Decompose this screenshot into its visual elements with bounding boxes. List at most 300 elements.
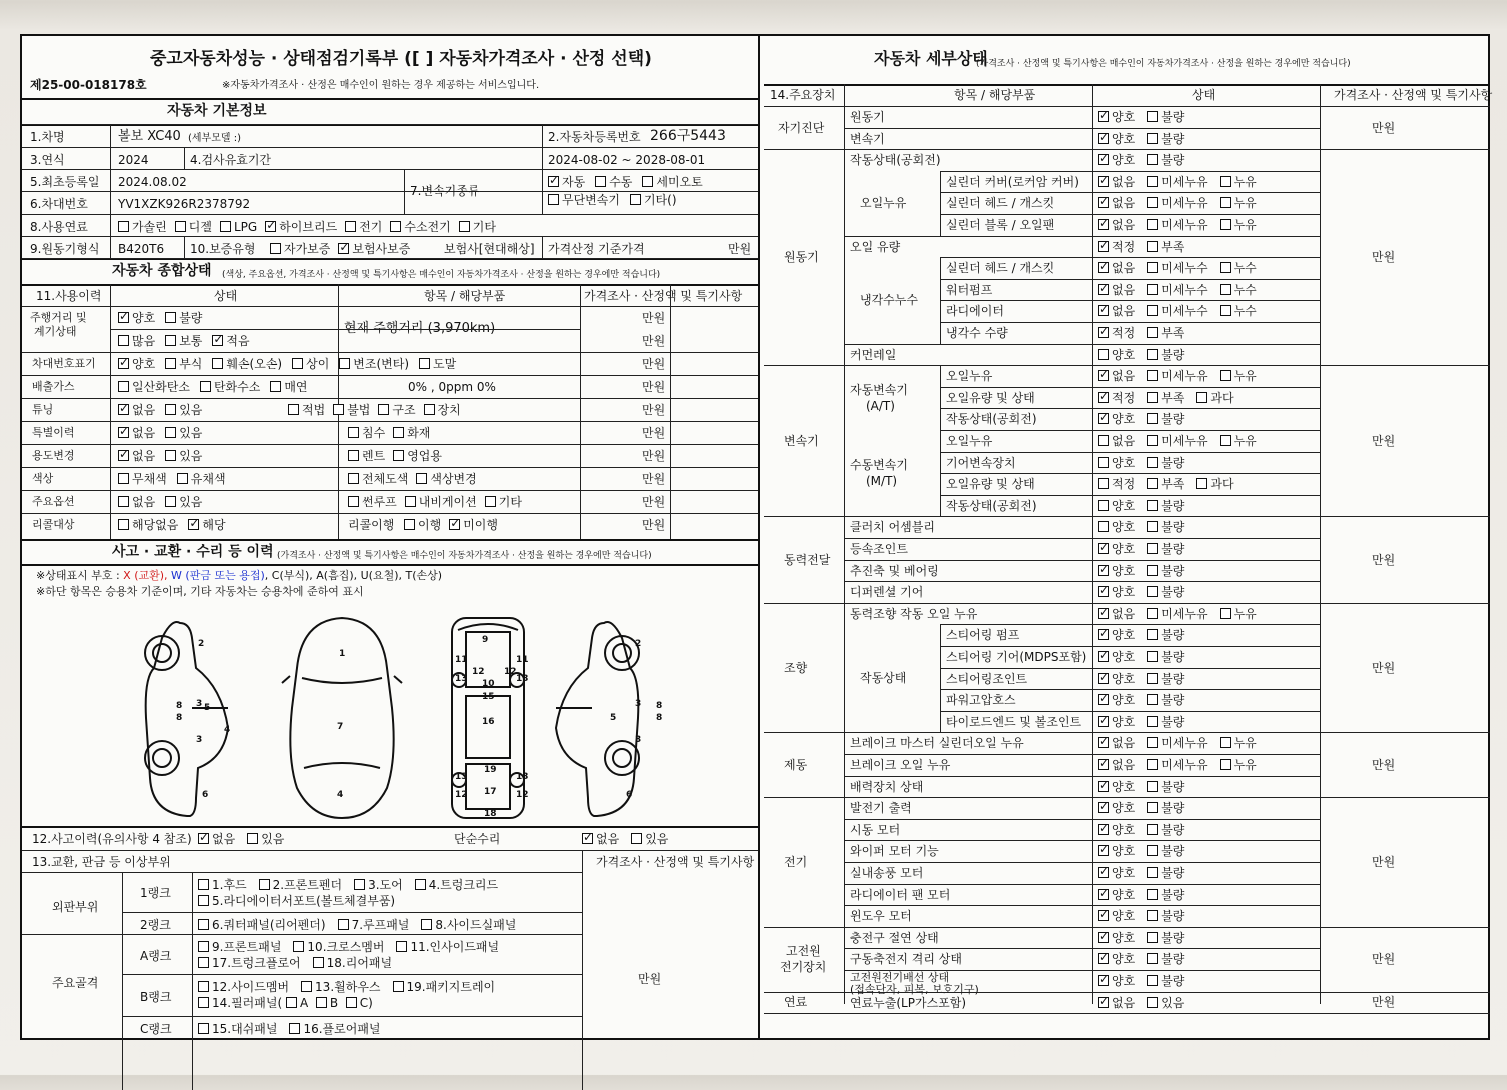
checkbox-option[interactable] (1098, 996, 1135, 1010)
checkbox-option[interactable] (1147, 520, 1184, 534)
checkbox-option[interactable] (1098, 499, 1135, 513)
checkbox[interactable] (301, 981, 312, 992)
checkbox-option[interactable] (188, 518, 225, 532)
checkbox-option[interactable] (165, 357, 202, 371)
checkbox-option[interactable] (118, 403, 155, 417)
checkbox-option[interactable] (393, 980, 496, 994)
checkbox[interactable] (1147, 608, 1158, 619)
checkbox-option[interactable] (548, 193, 620, 207)
checkbox[interactable] (416, 473, 427, 484)
checkbox[interactable] (247, 833, 258, 844)
checkbox[interactable] (459, 221, 470, 232)
checkbox-option[interactable] (415, 878, 498, 892)
checkbox-option[interactable] (421, 918, 516, 932)
checkbox[interactable] (165, 335, 176, 346)
checkbox[interactable] (1098, 543, 1109, 554)
checkbox-option[interactable] (1098, 715, 1135, 729)
checkbox-option[interactable] (198, 894, 395, 908)
checkbox-option[interactable] (1220, 736, 1257, 750)
checkbox[interactable] (198, 833, 209, 844)
checkbox-option[interactable] (339, 357, 409, 371)
checkbox[interactable] (198, 879, 209, 890)
checkbox[interactable] (1098, 478, 1109, 489)
checkbox[interactable] (198, 1023, 209, 1034)
checkbox-option[interactable] (393, 449, 442, 463)
checkbox-option[interactable] (1147, 866, 1184, 880)
checkbox-option[interactable] (1098, 477, 1135, 491)
checkbox[interactable] (449, 519, 460, 530)
checkbox-option[interactable] (1098, 952, 1135, 966)
checkbox[interactable] (1098, 565, 1109, 576)
checkbox[interactable] (1147, 651, 1158, 662)
checkbox-option[interactable] (630, 193, 677, 207)
checkbox-option[interactable] (1098, 780, 1135, 794)
checkbox-option[interactable] (338, 918, 410, 932)
checkbox[interactable] (1147, 867, 1158, 878)
checkbox-option[interactable] (348, 495, 397, 509)
checkbox[interactable] (348, 496, 359, 507)
checkbox-option[interactable] (118, 472, 167, 486)
checkbox[interactable] (1147, 111, 1158, 122)
checkbox[interactable] (339, 358, 350, 369)
checkbox[interactable] (1147, 586, 1158, 597)
checkbox-option[interactable] (1147, 240, 1184, 254)
checkbox-option[interactable] (1147, 369, 1207, 383)
checkbox[interactable] (289, 1023, 300, 1034)
checkbox-option[interactable] (1147, 693, 1184, 707)
checkbox-option[interactable] (198, 832, 235, 846)
checkbox-option[interactable] (1147, 456, 1184, 470)
checkbox[interactable] (348, 427, 359, 438)
checkbox[interactable] (1098, 154, 1109, 165)
checkbox-option[interactable] (1220, 607, 1257, 621)
checkbox[interactable] (1147, 370, 1158, 381)
checkbox[interactable] (1098, 845, 1109, 856)
checkbox-option[interactable] (338, 242, 410, 256)
checkbox[interactable] (270, 381, 281, 392)
checkbox-option[interactable] (1098, 283, 1135, 297)
checkbox[interactable] (405, 496, 416, 507)
checkbox[interactable] (1147, 910, 1158, 921)
checkbox[interactable] (313, 957, 324, 968)
checkbox[interactable] (419, 358, 430, 369)
checkbox-option[interactable] (198, 940, 281, 954)
checkbox[interactable] (1147, 413, 1158, 424)
checkbox-option[interactable] (165, 495, 202, 509)
checkbox[interactable] (1098, 867, 1109, 878)
checkbox[interactable] (1098, 716, 1109, 727)
checkbox-option[interactable] (1147, 499, 1184, 513)
checkbox[interactable] (1147, 284, 1158, 295)
checkbox[interactable] (165, 404, 176, 415)
checkbox-option[interactable] (247, 832, 284, 846)
checkbox-option[interactable] (1098, 520, 1135, 534)
checkbox[interactable] (1098, 262, 1109, 273)
checkbox[interactable] (378, 404, 389, 415)
checkbox[interactable] (1098, 759, 1109, 770)
checkbox[interactable] (118, 519, 129, 530)
checkbox[interactable] (1098, 133, 1109, 144)
checkbox[interactable] (1098, 349, 1109, 360)
checkbox-option[interactable] (1220, 304, 1257, 318)
checkbox-option[interactable] (1098, 844, 1135, 858)
checkbox[interactable] (1147, 133, 1158, 144)
checkbox-option[interactable] (313, 956, 392, 970)
checkbox[interactable] (1147, 673, 1158, 684)
checkbox-option[interactable] (1098, 931, 1135, 945)
checkbox-option[interactable] (1098, 628, 1135, 642)
checkbox-option[interactable] (1147, 585, 1184, 599)
checkbox[interactable] (1147, 500, 1158, 511)
checkbox[interactable] (177, 473, 188, 484)
checkbox-option[interactable] (1147, 952, 1184, 966)
checkbox[interactable] (1147, 435, 1158, 446)
checkbox[interactable] (1147, 305, 1158, 316)
checkbox[interactable] (1098, 651, 1109, 662)
checkbox[interactable] (485, 496, 496, 507)
checkbox-option[interactable] (1098, 240, 1135, 254)
checkbox[interactable] (1098, 521, 1109, 532)
checkbox-option[interactable] (631, 832, 668, 846)
checkbox[interactable] (1098, 824, 1109, 835)
checkbox[interactable] (212, 335, 223, 346)
checkbox-option[interactable] (1147, 132, 1184, 146)
checkbox-option[interactable] (1220, 283, 1257, 297)
checkbox[interactable] (118, 404, 129, 415)
checkbox-option[interactable] (345, 220, 382, 234)
checkbox-option[interactable] (1098, 369, 1135, 383)
checkbox-option[interactable] (265, 220, 337, 234)
checkbox[interactable] (1147, 716, 1158, 727)
checkbox-option[interactable] (220, 220, 257, 234)
checkbox-option[interactable] (1098, 348, 1135, 362)
checkbox-option[interactable] (1147, 607, 1207, 621)
checkbox[interactable] (118, 221, 129, 232)
checkbox[interactable] (1147, 845, 1158, 856)
checkbox-option[interactable] (293, 940, 384, 954)
checkbox[interactable] (1098, 413, 1109, 424)
checkbox-option[interactable] (1147, 758, 1207, 772)
checkbox[interactable] (348, 473, 359, 484)
checkbox[interactable] (1147, 262, 1158, 273)
checkbox-option[interactable] (1098, 888, 1135, 902)
checkbox[interactable] (165, 450, 176, 461)
checkbox[interactable] (1220, 305, 1231, 316)
checkbox[interactable] (390, 221, 401, 232)
checkbox-option[interactable] (1147, 801, 1184, 815)
checkbox-option[interactable] (348, 449, 385, 463)
checkbox-option[interactable] (1147, 672, 1184, 686)
checkbox[interactable] (393, 427, 404, 438)
checkbox[interactable] (1098, 241, 1109, 252)
checkbox[interactable] (212, 358, 223, 369)
checkbox[interactable] (265, 221, 276, 232)
checkbox-option[interactable] (200, 380, 260, 394)
checkbox-option[interactable] (419, 357, 456, 371)
checkbox-option[interactable] (1147, 304, 1207, 318)
checkbox-option[interactable] (1098, 758, 1135, 772)
checkbox[interactable] (338, 243, 349, 254)
checkbox-option[interactable] (396, 940, 499, 954)
checkbox-option[interactable] (177, 472, 226, 486)
checkbox[interactable] (1098, 219, 1109, 230)
checkbox-option[interactable] (1098, 736, 1135, 750)
checkbox[interactable] (1147, 932, 1158, 943)
checkbox[interactable] (1098, 586, 1109, 597)
checkbox-option[interactable] (416, 472, 476, 486)
checkbox[interactable] (1220, 608, 1231, 619)
checkbox[interactable] (548, 176, 559, 187)
checkbox[interactable] (1220, 284, 1231, 295)
checkbox-option[interactable] (485, 495, 522, 509)
checkbox-option[interactable] (1147, 780, 1184, 794)
checkbox[interactable] (1098, 694, 1109, 705)
checkbox-option[interactable] (259, 878, 342, 892)
checkbox[interactable] (1147, 543, 1158, 554)
checkbox[interactable] (220, 221, 231, 232)
checkbox-option[interactable] (118, 449, 155, 463)
checkbox[interactable] (1147, 457, 1158, 468)
checkbox-option[interactable] (165, 334, 202, 348)
checkbox[interactable] (175, 221, 186, 232)
checkbox-option[interactable] (1220, 434, 1257, 448)
checkbox-option[interactable] (1147, 996, 1184, 1010)
checkbox-option[interactable] (1098, 866, 1135, 880)
checkbox[interactable] (1147, 694, 1158, 705)
checkbox-option[interactable] (354, 878, 403, 892)
checkbox-option[interactable] (1147, 650, 1184, 664)
checkbox-option[interactable] (1098, 412, 1135, 426)
checkbox-option[interactable] (1196, 477, 1233, 491)
checkbox[interactable] (548, 194, 559, 205)
checkbox-option[interactable] (1147, 974, 1184, 988)
checkbox-option[interactable] (118, 357, 155, 371)
checkbox-option[interactable] (198, 878, 247, 892)
checkbox-option[interactable] (288, 403, 325, 417)
checkbox-option[interactable] (1098, 823, 1135, 837)
checkbox-option[interactable] (1220, 758, 1257, 772)
checkbox[interactable] (1147, 327, 1158, 338)
checkbox-option[interactable] (118, 518, 178, 532)
checkbox[interactable] (118, 450, 129, 461)
checkbox[interactable] (1098, 975, 1109, 986)
checkbox[interactable] (292, 358, 303, 369)
checkbox[interactable] (1196, 478, 1207, 489)
checkbox[interactable] (1220, 435, 1231, 446)
checkbox-option[interactable] (175, 220, 212, 234)
checkbox-option[interactable] (1098, 693, 1135, 707)
checkbox-option[interactable] (378, 403, 415, 417)
checkbox-option[interactable] (595, 175, 632, 189)
checkbox[interactable] (1147, 737, 1158, 748)
checkbox-option[interactable] (165, 311, 202, 325)
checkbox-option[interactable] (642, 175, 702, 189)
checkbox[interactable] (630, 194, 641, 205)
checkbox-option[interactable] (1220, 261, 1257, 275)
checkbox-option[interactable] (348, 426, 385, 440)
checkbox-option[interactable] (198, 980, 289, 994)
checkbox[interactable] (288, 404, 299, 415)
checkbox-option[interactable] (1220, 218, 1257, 232)
checkbox-option[interactable] (1098, 672, 1135, 686)
checkbox[interactable] (396, 941, 407, 952)
checkbox-option[interactable] (1147, 628, 1184, 642)
checkbox[interactable] (1147, 349, 1158, 360)
checkbox-option[interactable] (1098, 261, 1135, 275)
checkbox-option[interactable] (424, 403, 461, 417)
checkbox[interactable] (1098, 910, 1109, 921)
checkbox[interactable] (1220, 737, 1231, 748)
checkbox-option[interactable] (1098, 542, 1135, 556)
checkbox-option[interactable] (1098, 607, 1135, 621)
checkbox-option[interactable] (1147, 888, 1184, 902)
checkbox-option[interactable] (1220, 369, 1257, 383)
checkbox[interactable] (393, 450, 404, 461)
checkbox-option[interactable] (198, 1022, 277, 1036)
checkbox[interactable] (1220, 759, 1231, 770)
checkbox[interactable] (118, 427, 129, 438)
checkbox-option[interactable] (548, 175, 585, 189)
checkbox-option[interactable] (212, 334, 249, 348)
checkbox[interactable] (1147, 997, 1158, 1008)
checkbox-option[interactable] (1098, 218, 1135, 232)
checkbox[interactable] (1220, 197, 1231, 208)
checkbox-option[interactable] (198, 956, 301, 970)
checkbox-option[interactable] (1098, 110, 1135, 124)
checkbox-option[interactable] (165, 403, 202, 417)
checkbox[interactable] (1098, 392, 1109, 403)
checkbox[interactable] (1098, 457, 1109, 468)
checkbox-option[interactable] (1098, 801, 1135, 815)
checkbox-option[interactable] (449, 518, 498, 532)
checkbox[interactable] (1147, 565, 1158, 576)
checkbox[interactable] (1098, 435, 1109, 446)
checkbox[interactable] (393, 981, 404, 992)
checkbox[interactable] (1098, 608, 1109, 619)
checkbox[interactable] (198, 919, 209, 930)
checkbox-option[interactable] (1098, 196, 1135, 210)
checkbox[interactable] (118, 358, 129, 369)
checkbox-option[interactable] (1098, 304, 1135, 318)
checkbox[interactable] (165, 496, 176, 507)
checkbox[interactable] (118, 335, 129, 346)
checkbox[interactable] (1098, 370, 1109, 381)
checkbox[interactable] (316, 997, 327, 1008)
checkbox-option[interactable] (1098, 909, 1135, 923)
checkbox[interactable] (346, 997, 357, 1008)
checkbox[interactable] (1098, 889, 1109, 900)
checkbox-option[interactable] (1098, 153, 1135, 167)
checkbox-option[interactable] (1147, 412, 1184, 426)
checkbox-option[interactable] (404, 518, 441, 532)
checkbox[interactable] (1098, 111, 1109, 122)
checkbox-option[interactable] (118, 495, 155, 509)
checkbox[interactable] (1147, 392, 1158, 403)
checkbox-option[interactable] (1147, 153, 1184, 167)
checkbox[interactable] (642, 176, 653, 187)
checkbox-option[interactable] (212, 357, 282, 371)
checkbox-option[interactable] (1147, 326, 1184, 340)
checkbox[interactable] (1098, 673, 1109, 684)
checkbox[interactable] (118, 312, 129, 323)
checkbox-option[interactable] (118, 426, 155, 440)
checkbox[interactable] (1098, 500, 1109, 511)
checkbox-option[interactable] (1147, 931, 1184, 945)
checkbox[interactable] (1147, 197, 1158, 208)
checkbox-option[interactable] (118, 334, 155, 348)
checkbox-option[interactable] (582, 832, 619, 846)
checkbox-option[interactable] (1147, 542, 1184, 556)
checkbox[interactable] (345, 221, 356, 232)
checkbox[interactable] (421, 919, 432, 930)
checkbox-option[interactable] (1147, 283, 1207, 297)
checkbox[interactable] (198, 895, 209, 906)
checkbox-option[interactable] (1147, 175, 1207, 189)
checkbox[interactable] (1098, 327, 1109, 338)
checkbox[interactable] (1147, 521, 1158, 532)
checkbox[interactable] (1220, 370, 1231, 381)
checkbox[interactable] (198, 997, 209, 1008)
checkbox-option[interactable] (270, 242, 330, 256)
checkbox-option[interactable] (1098, 326, 1135, 340)
checkbox-option[interactable] (1147, 564, 1184, 578)
checkbox-option[interactable] (1147, 434, 1207, 448)
checkbox[interactable] (118, 473, 129, 484)
checkbox[interactable] (333, 404, 344, 415)
checkbox-option[interactable] (1098, 456, 1135, 470)
checkbox-option[interactable] (1098, 650, 1135, 664)
checkbox[interactable] (1220, 176, 1231, 187)
checkbox[interactable] (270, 243, 281, 254)
checkbox-option[interactable] (1147, 823, 1184, 837)
checkbox[interactable] (1098, 629, 1109, 640)
checkbox-option[interactable] (1147, 391, 1184, 405)
checkbox-option[interactable] (1147, 261, 1207, 275)
checkbox[interactable] (1098, 802, 1109, 813)
checkbox-option[interactable] (1196, 391, 1233, 405)
checkbox-option[interactable] (165, 449, 202, 463)
checkbox[interactable] (1098, 953, 1109, 964)
checkbox[interactable] (165, 312, 176, 323)
checkbox[interactable] (595, 176, 606, 187)
checkbox[interactable] (198, 941, 209, 952)
checkbox[interactable] (424, 404, 435, 415)
checkbox[interactable] (1098, 176, 1109, 187)
checkbox-option[interactable] (1147, 909, 1184, 923)
checkbox[interactable] (1098, 781, 1109, 792)
checkbox-option[interactable] (1147, 196, 1207, 210)
checkbox-option[interactable] (292, 357, 329, 371)
checkbox[interactable] (200, 381, 211, 392)
checkbox-option[interactable] (1098, 434, 1135, 448)
checkbox-option[interactable] (348, 472, 408, 486)
checkbox[interactable] (198, 957, 209, 968)
checkbox[interactable] (1098, 932, 1109, 943)
checkbox[interactable] (338, 919, 349, 930)
checkbox[interactable] (165, 427, 176, 438)
checkbox[interactable] (404, 519, 415, 530)
checkbox[interactable] (582, 833, 593, 844)
checkbox-option[interactable] (118, 311, 155, 325)
checkbox[interactable] (1147, 478, 1158, 489)
checkbox[interactable] (348, 450, 359, 461)
checkbox[interactable] (354, 879, 365, 890)
checkbox-option[interactable] (1098, 175, 1135, 189)
checkbox-option[interactable] (118, 380, 190, 394)
checkbox-option[interactable] (289, 1022, 380, 1036)
checkbox[interactable] (165, 358, 176, 369)
checkbox[interactable] (293, 941, 304, 952)
